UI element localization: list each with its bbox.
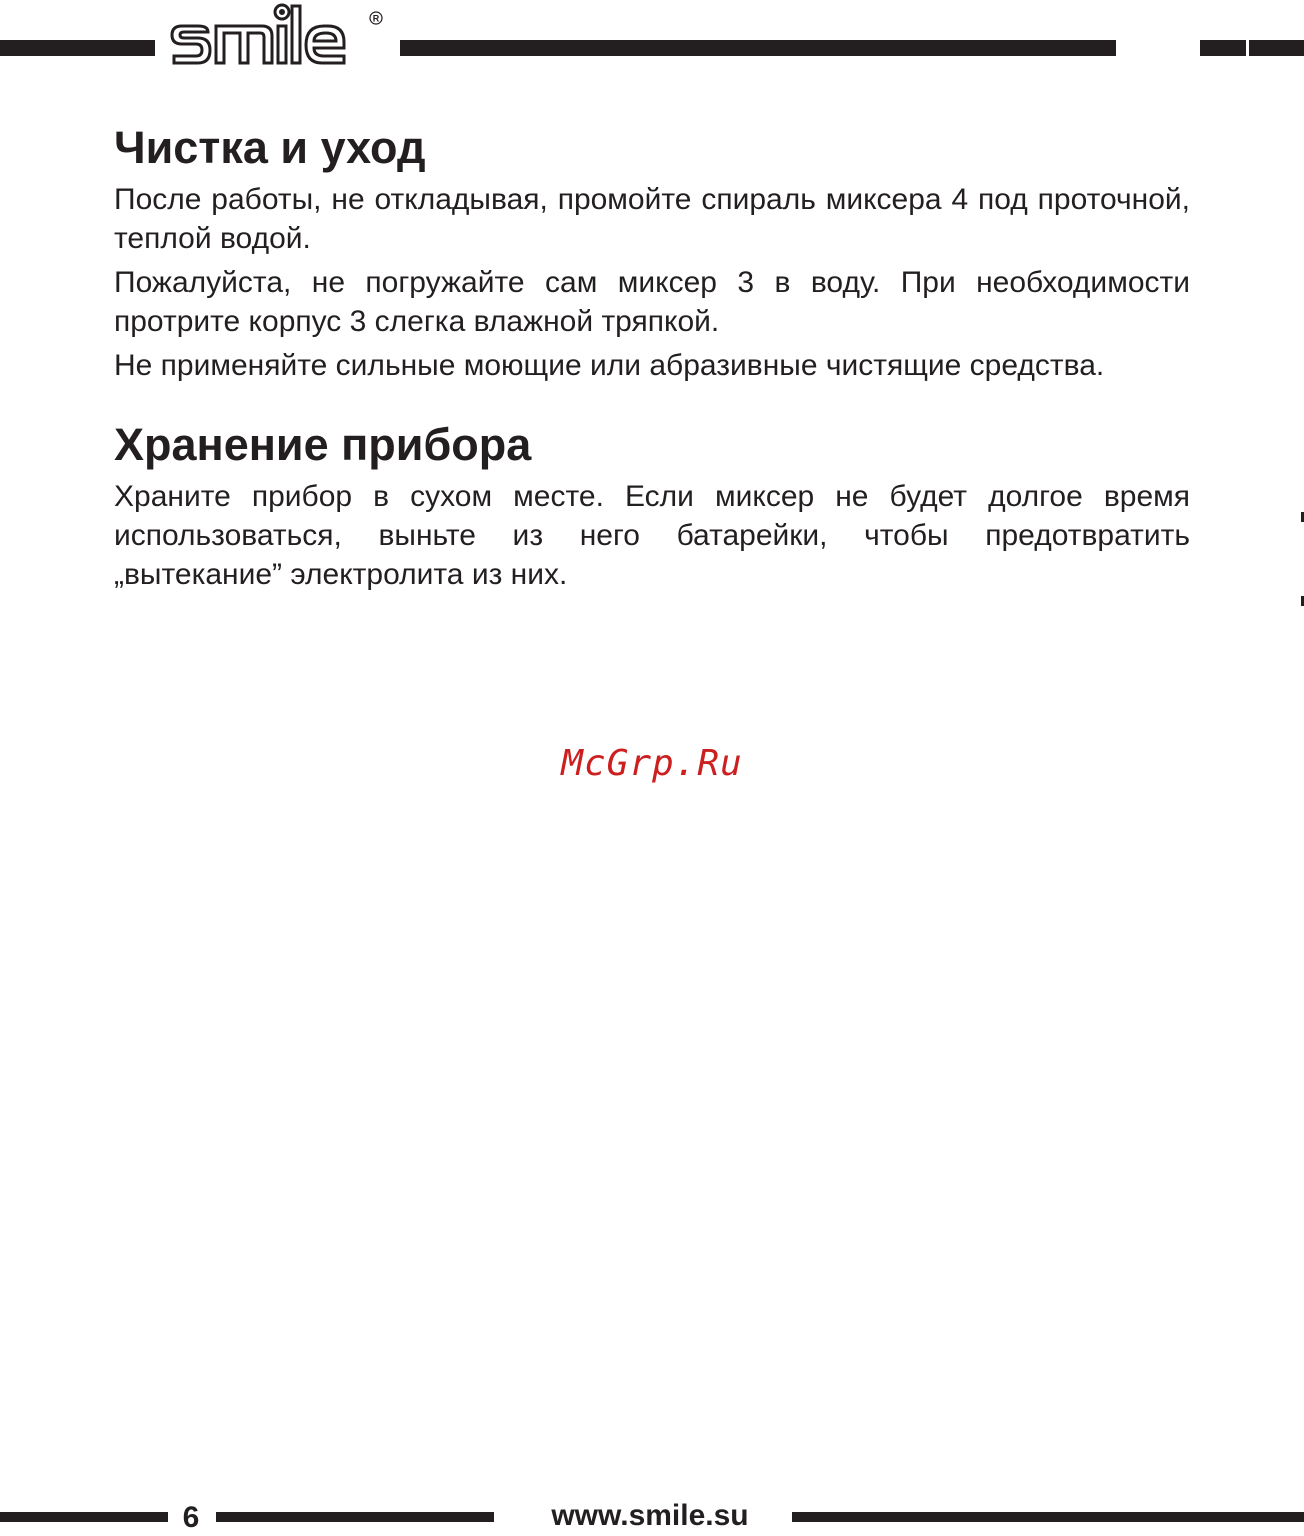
website-link[interactable]: www.smile.su bbox=[551, 1499, 749, 1532]
footer-rule-middle bbox=[216, 1512, 494, 1522]
header-rule-middle bbox=[400, 40, 1116, 56]
cleaning-paragraph-2: Пожалуйста, не погружайте сам миксер 3 в воду. При необходимости протрите корпус 3 слегка влажной тряпкой. bbox=[114, 266, 1190, 338]
footer-rule-left bbox=[0, 1512, 168, 1522]
svg-text:R: R bbox=[372, 13, 380, 24]
smile-logo bbox=[168, 0, 384, 70]
storage-paragraph-1: Храните прибор в сухом месте. Если миксер не будет долгое время использоваться, выньте из него батарейки, чтобы предотвратить „вытекание” электролита из них. bbox=[114, 480, 1190, 591]
watermark: McGrp.Ru bbox=[561, 743, 743, 784]
header-rule-right-1 bbox=[1200, 40, 1246, 56]
cleaning-paragraph-3: Не применяйте сильные моющие или абразивные чистящие средства. bbox=[114, 349, 1105, 382]
footer-rule-right bbox=[792, 1512, 1304, 1522]
header-rule-right-2 bbox=[1249, 40, 1304, 56]
section-title-storage: Хранение прибора bbox=[114, 419, 532, 470]
section-title-cleaning: Чистка и уход bbox=[114, 122, 426, 173]
page-number: 6 bbox=[182, 1501, 200, 1534]
page-content bbox=[114, 118, 1190, 599]
cleaning-paragraph-1: После работы, не откладывая, промойте спираль миксера 4 под проточной, теплой водой. bbox=[114, 183, 1190, 255]
header-rule-left bbox=[0, 40, 155, 56]
